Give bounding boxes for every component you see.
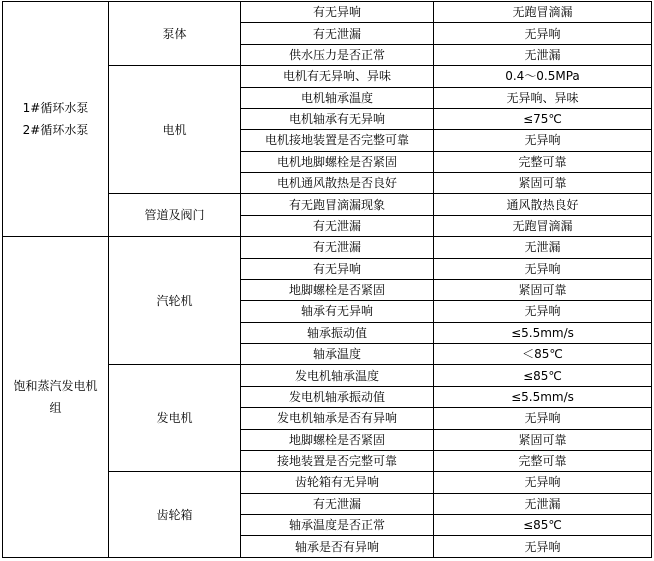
table-row [3,237,652,258]
equipment-group-name: 组 [49,401,62,416]
check-standard: 紧固可靠 [434,279,652,300]
inspection-table [2,1,652,558]
check-item: 供水压力是否正常 [241,44,434,65]
check-standard: 紧固可靠 [434,429,652,450]
check-standard: ≤85℃ [434,515,652,536]
check-standard: ＜85℃ [434,344,652,365]
check-standard: 无异响、异味 [434,87,652,108]
check-standard: 无异响 [434,408,652,429]
check-item: 轴承有无异响 [241,301,434,322]
check-standard: 完整可靠 [434,151,652,172]
check-item: 电机轴承温度 [241,87,434,108]
check-standard: 无跑冒滴漏 [434,215,652,236]
check-standard: 无泄漏 [434,44,652,65]
equipment-group-cell [3,237,109,558]
check-item: 电机轴承有无异响 [241,108,434,129]
check-item: 轴承振动值 [241,322,434,343]
equipment-group-name: 1#循环水泵 [22,101,89,116]
check-item: 齿轮箱有无异响 [241,472,434,493]
equipment-group-name: 2#循环水泵 [22,123,89,138]
check-standard: 无泄漏 [434,237,652,258]
check-item: 电机有无异响、异味 [241,66,434,87]
equipment-group-cell [3,2,109,237]
component-name: 汽轮机 [109,237,241,365]
check-item: 地脚螺栓是否紧固 [241,429,434,450]
check-item: 有无泄漏 [241,493,434,514]
check-item: 轴承温度是否正常 [241,515,434,536]
check-item: 有无异响 [241,2,434,23]
table-row [3,2,652,23]
check-item: 发电机轴承温度 [241,365,434,386]
check-standard: ≤75℃ [434,108,652,129]
check-item: 有无泄漏 [241,215,434,236]
check-item: 有无泄漏 [241,23,434,44]
check-item: 发电机轴承是否有异响 [241,408,434,429]
check-item: 有无异响 [241,258,434,279]
check-standard: 完整可靠 [434,450,652,471]
check-item: 有无跑冒滴漏现象 [241,194,434,215]
check-standard: 无泄漏 [434,493,652,514]
check-standard: 无异响 [434,130,652,151]
component-name: 齿轮箱 [109,472,241,558]
component-name: 发电机 [109,365,241,472]
check-item: 轴承是否有异响 [241,536,434,558]
check-standard: 0.4～0.5MPa [434,66,652,87]
check-item: 发电机轴承振动值 [241,386,434,407]
check-item: 电机地脚螺栓是否紧固 [241,151,434,172]
check-standard: ≤85℃ [434,365,652,386]
check-standard: 无异响 [434,258,652,279]
check-standard: 紧固可靠 [434,173,652,194]
check-item: 电机通风散热是否良好 [241,173,434,194]
check-item: 轴承温度 [241,344,434,365]
check-item: 接地装置是否完整可靠 [241,450,434,471]
check-standard: 无异响 [434,301,652,322]
component-name: 泵体 [109,2,241,66]
check-standard: 无异响 [434,472,652,493]
check-standard: 无异响 [434,536,652,558]
component-name: 管道及阀门 [109,194,241,237]
check-item: 电机接地装置是否完整可靠 [241,130,434,151]
check-standard: 无跑冒滴漏 [434,2,652,23]
check-item: 地脚螺栓是否紧固 [241,279,434,300]
check-standard: ≤5.5mm/s [434,386,652,407]
check-standard: ≤5.5mm/s [434,322,652,343]
check-item: 有无泄漏 [241,237,434,258]
component-name: 电机 [109,66,241,194]
check-standard: 无异响 [434,23,652,44]
check-standard: 通风散热良好 [434,194,652,215]
equipment-group-name: 饱和蒸汽发电机 [13,379,98,394]
